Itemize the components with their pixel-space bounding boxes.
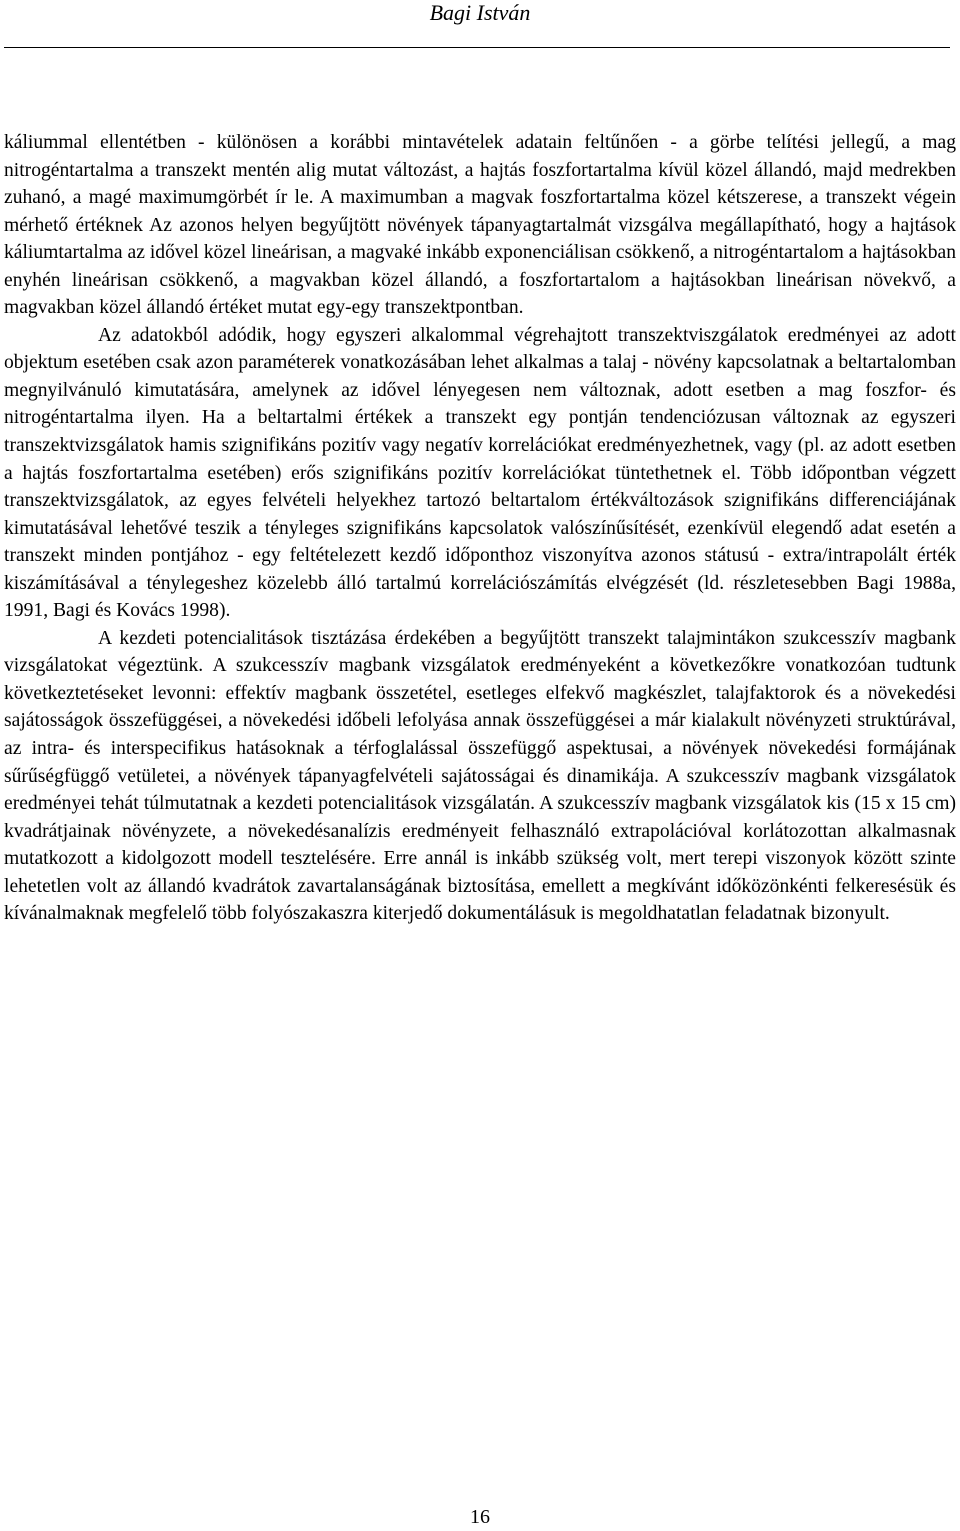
header-rule xyxy=(4,47,950,48)
header-author: Bagi István xyxy=(429,0,531,25)
paragraph-2: Az adatokból adódik, hogy egyszeri alkalommal végrehajtott transzektviszgálatok eredményei az adott objektum esetében csak azon paraméterek vonatkozásában lehet alkalmas a talaj - növény kapcsolatnak a beltartalomban megnyilvánuló kimutatására, amelynek az idővel lényegesen nem változnak, adott esetben a mag foszfor- és nitrogéntartalma ilyen. Ha a beltartalmi értékek a transzekt egy pontján tendenciózusan változnak az egyszeri transzektvizsgálatok hamis szignifikáns pozitív vagy negatív korrelációkat eredményezhetnek, vagy (pl. az adott esetben a hajtás foszfortartalma esetében) erős szignifikáns pozitív korrelációkat tüntethetnek el. Több időpontban végzett transzektvizsgálatok, az egyes felvételi helyekhez tartozó beltartalom értékváltozások szignifikáns differenciájának kimutatásával lehetővé teszik a tényleges szignifikáns kapcsolatok valószínűsítését, ezenkívül elegendő adat esetén a transzekt minden pontjához - egy feltételezett kezdő időponthoz viszonyítva azonos státusú - extra/intrapolált érték kiszámításával a ténylegeshez közelebb álló tartalmú korrelációszámítás elvégzését (ld. részletesebben Bagi 1988a, 1991, Bagi és Kovács 1998). xyxy=(4,324,956,622)
page-header xyxy=(0,0,960,50)
page-number: 16 xyxy=(470,1506,490,1528)
body-text xyxy=(4,129,956,928)
paragraph-3: A kezdeti potencialitások tisztázása érdekében a begyűjtött transzekt talajmintákon szukcesszív magbank vizsgálatokat végeztünk. A szukcesszív magbank vizsgálatok eredményeként a következőkre vonatkozóan tudtunk következtetéseket levonni: effektív magbank összetétel, esetleges elfekvő magkészlet, talajfaktorok és a növekedési sajátosságok összefüggései, a növekedési időbeli lefolyása annak összefüggései a már kialakult növényzeti struktúrával, az intra- és interspecifikus hatásoknak a térfoglalással összefüggő aspektusai, a növények növekedési formájának sűrűségfüggő vetületei, a növények tápanyagfelvételi sajátosságai és dinamikája. A szukcesszív magbank vizsgálatok eredményei tehát túlmutatnak a kezdeti potencialitások vizsgálatán. A szukcesszív magbank vizsgálatok kis (15 x 15 cm) kvadrátjainak növényzete, a növekedésanalízis eredményeit felhasználó extrapolációval korlátozottan alkalmasnak mutatkozott a kidolgozott modell tesztelésére. Erre annál is inkább szükség volt, mert terepi viszonyok között szinte lehetetlen volt az állandó kvadrátok zavartalanságának biztosítása, emellett a megkívánt időközönkénti felkeresésük és kívánalmaknak megfelelő több folyószakaszra kiterjedő dokumentálásuk is megoldhatatlan feladatnak bizonyult. xyxy=(4,627,956,925)
paragraph-1: káliummal ellentétben - különösen a korábbi mintavételek adatain feltűnően - a görbe telítési jellegű, a mag nitrogéntartalma a transzekt mentén alig mutat változást, a hajtás foszfortartalma kívül közel állandó, majd medrekben zuhanó, a magé maximumgörbét ír le. A maximumban a magvak foszfortartalma közel kétszerese, a transzekt végein mérhető értéknek Az azonos helyen begyűjtött növények tápanyagtartalmát vizsgálva megállapítható, hogy a hajtások káliumtartalma az idővel közel lineárisan, a magvaké inkább exponenciálisan csökkenő, a nitrogéntartalom a hajtásokban enyhén lineárisan csökkenő, a magvakban közel állandó, a foszfortartalom a hajtásokban lineárisan növekvő, a magvakban közel állandó értéket mutat egy-egy transzektpontban. xyxy=(4,132,956,319)
